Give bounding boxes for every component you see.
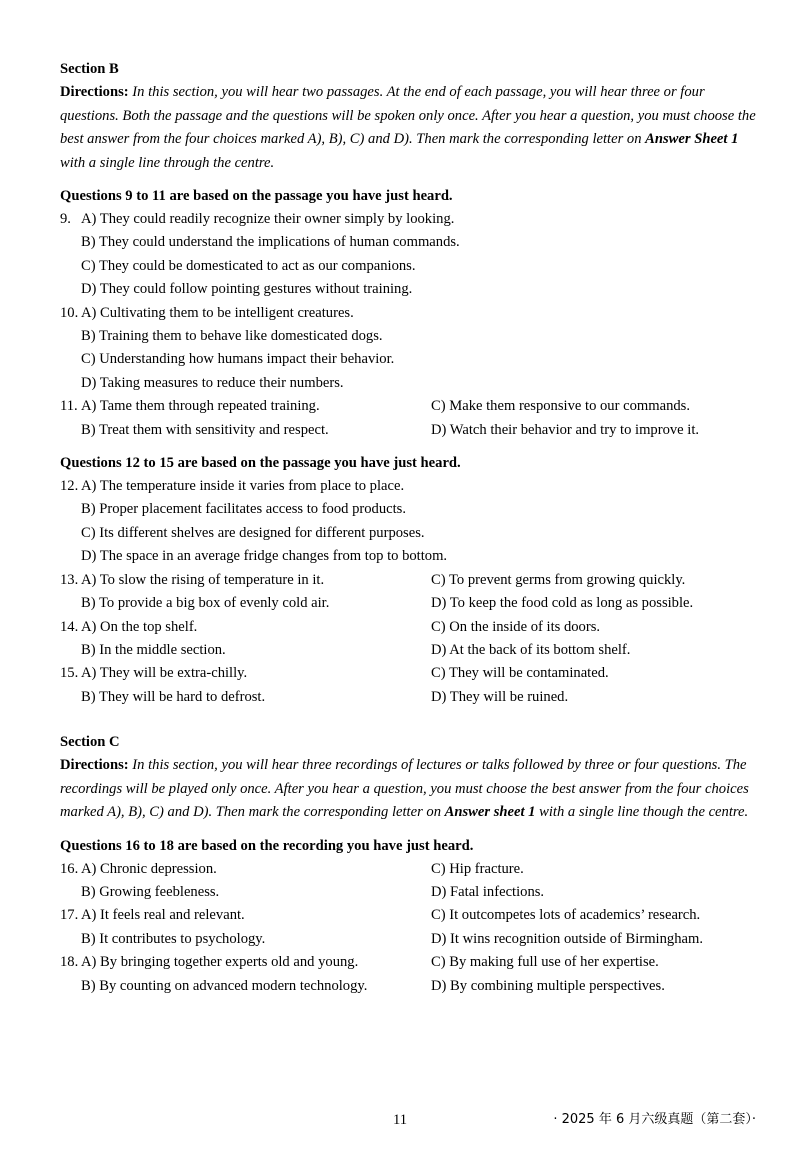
- option-c: C) Its different shelves are designed for different purposes.: [81, 524, 425, 541]
- question-12: [60, 475, 760, 569]
- question-number: 11.: [60, 398, 78, 415]
- option-d: D) Taking measures to reduce their numbers.: [81, 374, 344, 391]
- option-b: B) Proper placement facilitates access to food products.: [81, 501, 407, 518]
- question-number: 14.: [60, 618, 79, 635]
- section-c-title: Section C: [60, 734, 120, 751]
- option-d: D) Fatal infections.: [431, 884, 545, 901]
- question-16: [60, 858, 760, 905]
- page-number: 11: [392, 1112, 408, 1128]
- section-c-directions: [60, 754, 760, 825]
- option-c: C) By making full use of her expertise.: [431, 954, 659, 971]
- option-b: B) Growing feebleness.: [81, 884, 220, 901]
- question-number: 10.: [60, 304, 79, 321]
- option-a: A) Cultivating them to be intelligent creatures.: [81, 304, 354, 321]
- question-18: [60, 951, 760, 998]
- question-17: [60, 904, 760, 951]
- option-d: D) It wins recognition outside of Birmingham.: [431, 930, 703, 947]
- question-number: 16.: [60, 860, 79, 877]
- option-b: B) They will be hard to defrost.: [81, 688, 266, 705]
- option-d: D) They will be ruined.: [431, 688, 569, 705]
- directions-text-end: with a single line though the centre.: [535, 804, 749, 821]
- option-b: B) To provide a big box of evenly cold air.: [81, 595, 330, 612]
- section-spacer: [60, 709, 760, 731]
- option-a: A) On the top shelf.: [81, 618, 198, 635]
- option-a: A) The temperature inside it varies from place to place.: [81, 478, 405, 495]
- option-d: D) To keep the food cold as long as possible.: [431, 595, 694, 612]
- question-11: [60, 395, 760, 442]
- section-b-title: Section B: [60, 61, 119, 77]
- option-a: A) They will be extra-chilly.: [81, 665, 248, 682]
- question-9: [60, 208, 760, 302]
- option-b: B) Training them to behave like domesticated dogs.: [81, 328, 383, 345]
- option-b: B) It contributes to psychology.: [81, 930, 266, 947]
- option-c: C) Hip fracture.: [431, 860, 524, 877]
- option-a: A) By bringing together experts old and young.: [81, 954, 359, 971]
- directions-text: In this section, you will hear two passages. At the end of each passage, you will hear three or four questions. Both the passage and the questions will be spoken only once. After you hear a question, you must choose the best answer from the four choices marked A), B), C) and D). Then mark the corresponding letter on: [60, 84, 756, 147]
- question-number: 17.: [60, 907, 79, 924]
- section-c: [60, 731, 760, 998]
- exam-label: · 2025 年 6 月六级真题（第二套）·: [553, 1112, 756, 1127]
- question-number: 18.: [60, 954, 79, 971]
- option-b: B) They could understand the implications of human commands.: [81, 234, 460, 251]
- directions-text: In this section, you will hear three recordings of lectures or talks followed by three or four questions. The recordings will be played only once. After you hear a question, you must choose the best answer from the four choices marked A), B), C) and D). Then mark the corresponding letter on: [60, 757, 749, 821]
- option-a: A) Chronic depression.: [81, 860, 217, 877]
- directions-lead: Directions:: [60, 84, 129, 100]
- question-group-title: Questions 16 to 18 are based on the recording you have just heard.: [60, 837, 474, 854]
- option-a: A) To slow the rising of temperature in it.: [81, 571, 325, 588]
- option-c: C) Make them responsive to our commands.: [431, 398, 690, 415]
- question-group-title: Questions 9 to 11 are based on the passage you have just heard.: [60, 188, 453, 204]
- option-b: B) By counting on advanced modern technology.: [81, 977, 368, 994]
- option-d: D) They could follow pointing gestures without training.: [81, 281, 413, 298]
- question-15: [60, 662, 760, 709]
- option-a: A) It feels real and relevant.: [81, 907, 245, 924]
- section-b-directions: [60, 81, 760, 175]
- option-d: D) By combining multiple perspectives.: [431, 977, 665, 994]
- directions-text-end: with a single line through the centre.: [60, 154, 275, 171]
- question-group-title: Questions 12 to 15 are based on the passage you have just heard.: [60, 455, 461, 472]
- option-c: C) On the inside of its doors.: [431, 618, 601, 635]
- option-d: D) Watch their behavior and try to improve it.: [431, 421, 700, 438]
- answer-sheet-ref: Answer Sheet 1: [645, 131, 739, 147]
- question-10: [60, 302, 760, 396]
- directions-lead: Directions:: [60, 757, 129, 774]
- option-d: D) The space in an average fridge changes from top to bottom.: [81, 548, 448, 565]
- option-c: C) Understanding how humans impact their behavior.: [81, 351, 395, 368]
- question-14: [60, 616, 760, 663]
- option-b: B) In the middle section.: [81, 641, 226, 658]
- option-d: D) At the back of its bottom shelf.: [431, 641, 631, 658]
- question-number: 9.: [60, 211, 71, 227]
- question-13: [60, 569, 760, 616]
- option-b: B) Treat them with sensitivity and respect.: [81, 421, 329, 438]
- option-a: A) Tame them through repeated training.: [81, 398, 320, 415]
- question-number: 13.: [60, 571, 79, 588]
- answer-sheet-ref: Answer sheet 1: [444, 804, 536, 821]
- question-number: 15.: [60, 665, 79, 682]
- option-c: C) They could be domesticated to act as our companions.: [81, 257, 416, 274]
- option-c: C) They will be contaminated.: [431, 665, 609, 682]
- section-b: [60, 58, 760, 709]
- option-c: C) To prevent germs from growing quickly.: [431, 571, 686, 588]
- option-a: A) They could readily recognize their owner simply by looking.: [81, 211, 455, 227]
- question-number: 12.: [60, 478, 79, 495]
- exam-page: [60, 58, 760, 998]
- option-c: C) It outcompetes lots of academics’ research.: [431, 907, 701, 924]
